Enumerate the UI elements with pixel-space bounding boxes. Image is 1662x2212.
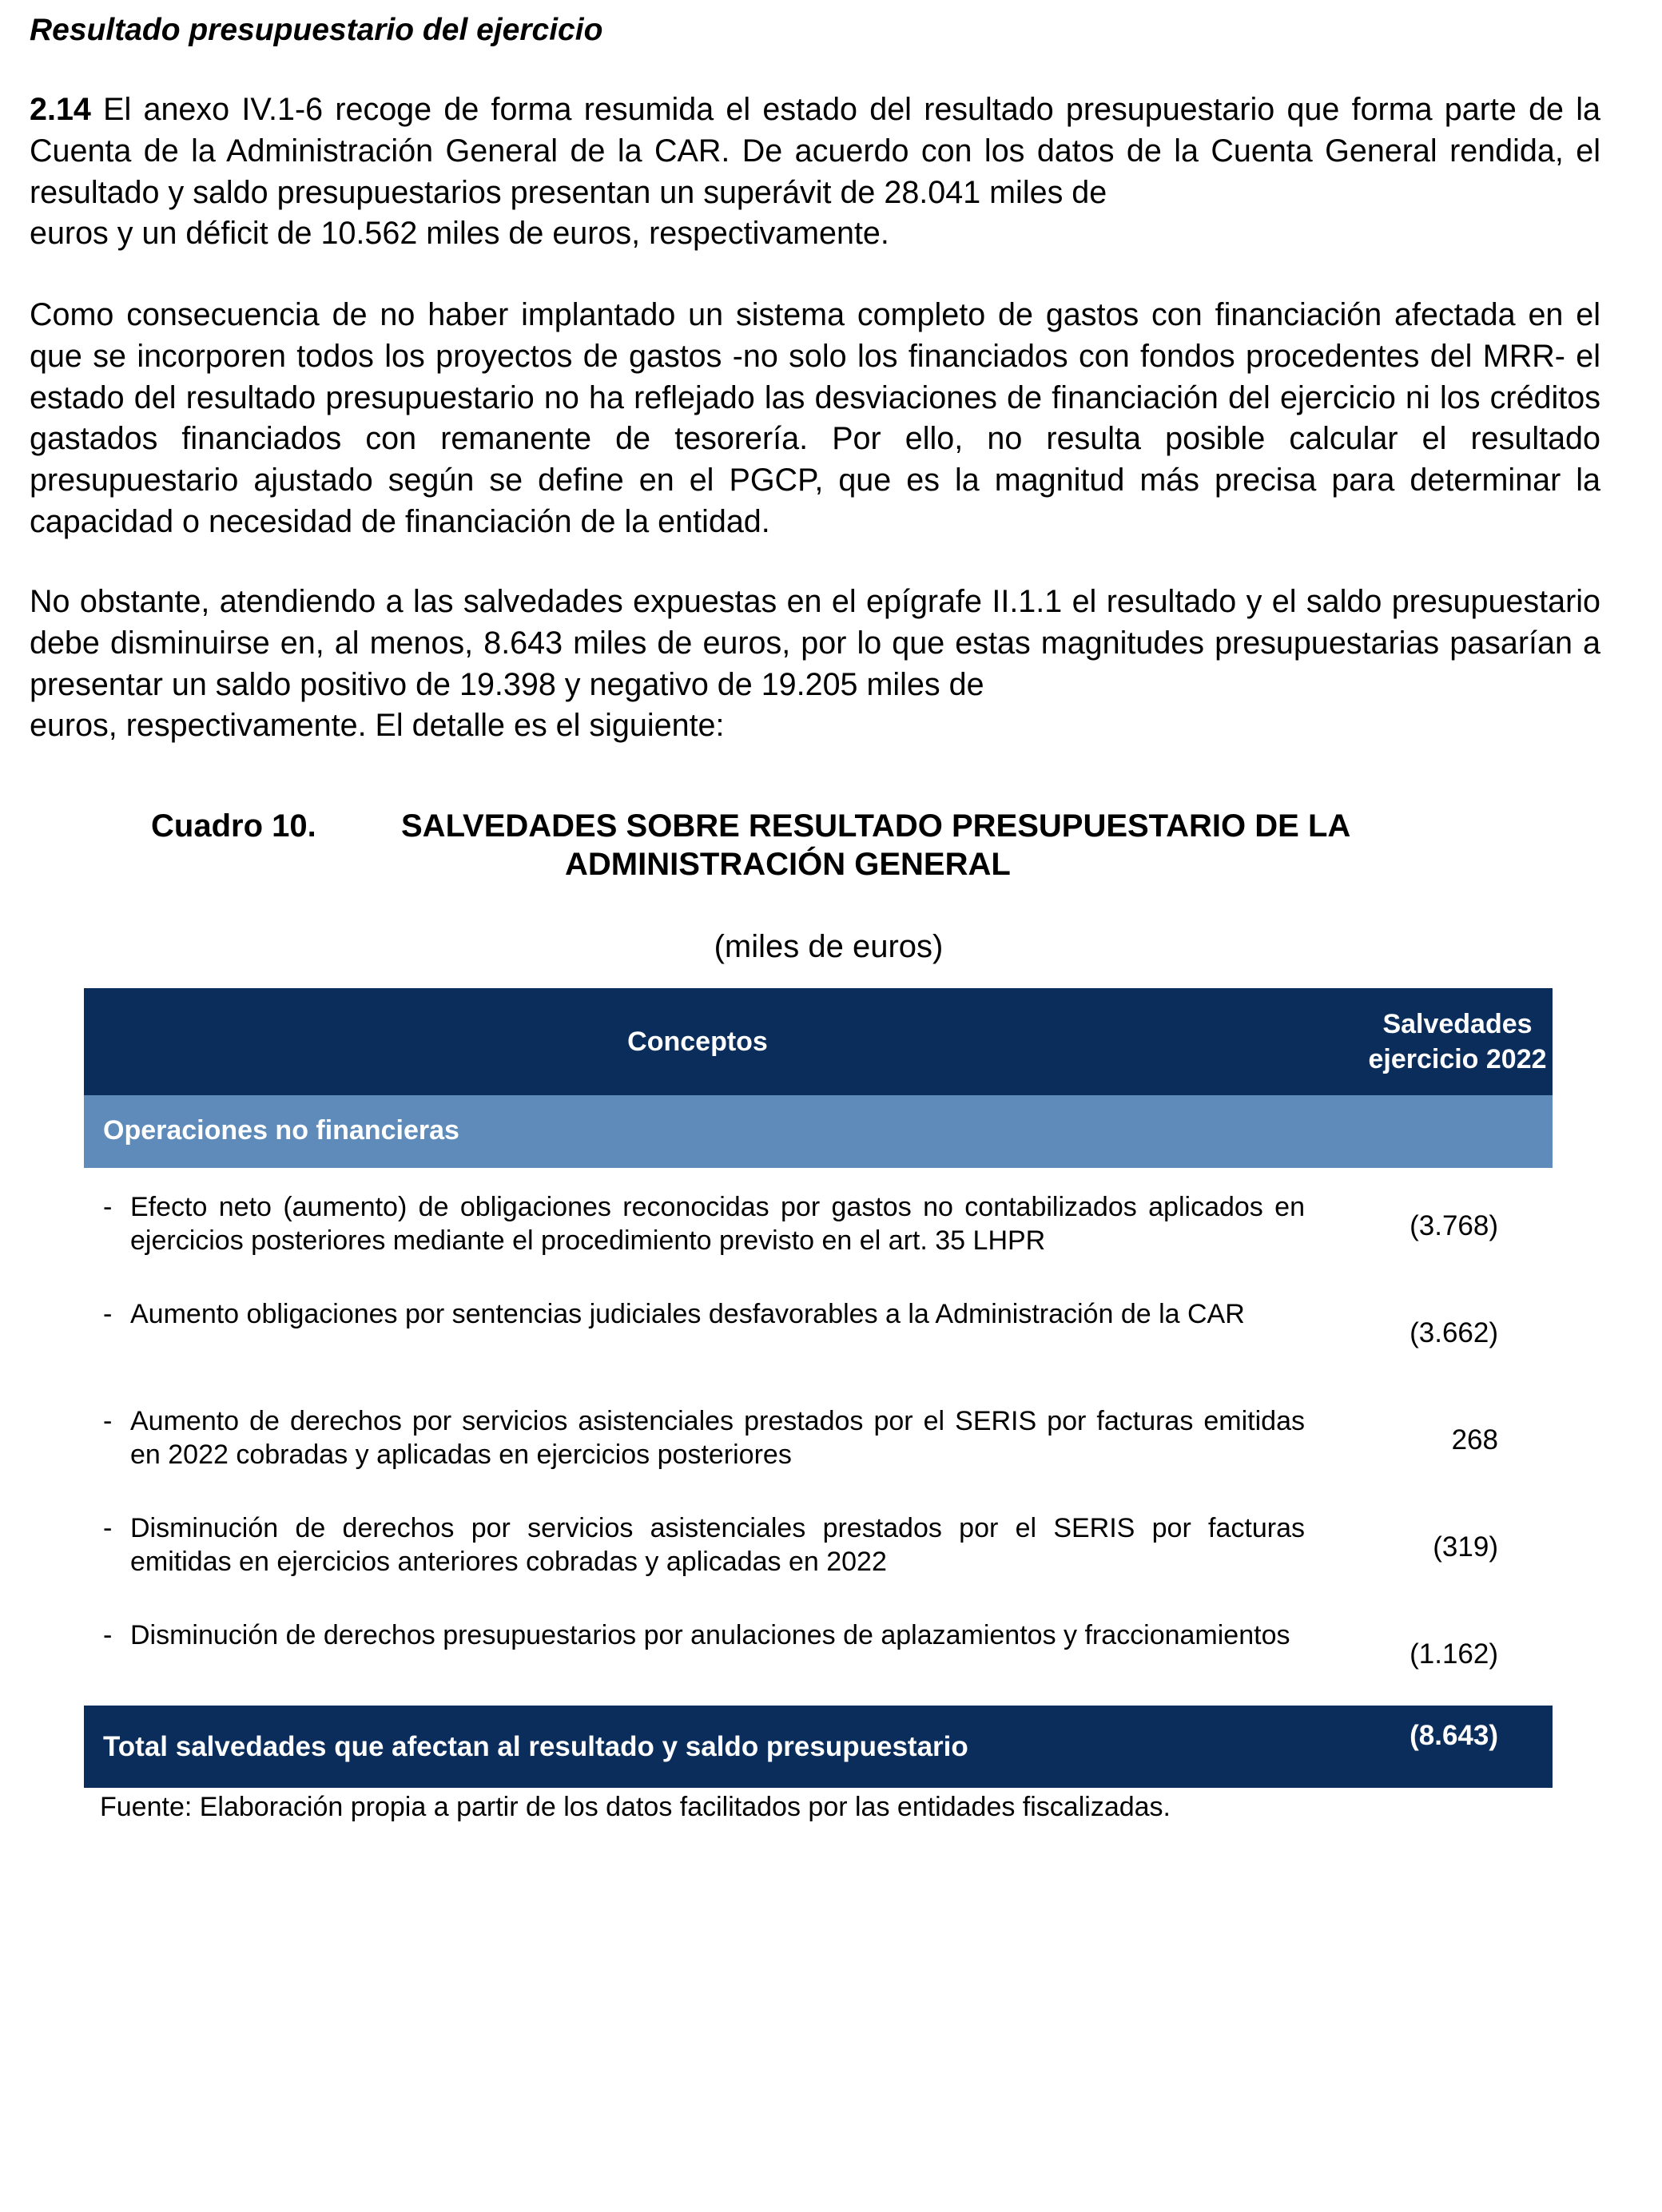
total-label: Total salvedades que afectan al resultado y saldo presupuestario xyxy=(103,1731,968,1762)
table-source: Fuente: Elaboración propia a partir de los datos facilitados por las entidades fiscalizadas. xyxy=(100,1792,1171,1822)
subheader-label: Operaciones no financieras xyxy=(103,1115,459,1146)
paragraph-text-end: euros, respectivamente. El detalle es el siguiente: xyxy=(30,708,725,744)
row-dash: - xyxy=(103,1513,113,1543)
table-row xyxy=(84,1297,1553,1369)
caption-title-line2: ADMINISTRACIÓN GENERAL xyxy=(565,847,1011,882)
paragraph-text: No obstante, atendiendo a las salvedades expuestas en el epígrafe II.1.1 el resultado y el saldo presupuestario debe disminuirse en, al menos, 8.643 miles de euros, por lo que estas magnitudes presupuestarias pasarían a presentar un saldo positivo de 19.398 y negativo de 19.205 miles de xyxy=(30,584,1600,702)
row-dash: - xyxy=(103,1620,113,1650)
row-concept: Efecto neto (aumento) de obligaciones reconocidas por gastos no contabilizados aplicados en ejercicios posteriores mediante el procedimiento previsto en el art. 35 LHPR xyxy=(130,1192,1305,1256)
table-row xyxy=(84,1618,1553,1690)
table-units: (miles de euros) xyxy=(714,929,944,964)
table-subheader xyxy=(84,1095,1553,1168)
caption-number: Cuadro 10. xyxy=(151,808,316,844)
row-dash: - xyxy=(103,1299,113,1329)
section-title: Resultado presupuestario del ejercicio xyxy=(30,13,603,47)
paragraph-number: 2.14 xyxy=(30,92,91,127)
row-dash: - xyxy=(103,1406,113,1436)
row-value: 268 xyxy=(1451,1424,1498,1455)
total-value: (8.643) xyxy=(1410,1720,1498,1751)
row-concept: Aumento obligaciones por sentencias judiciales desfavorables a la Administración de la CAR xyxy=(130,1299,1245,1329)
row-value: (3.662) xyxy=(1410,1317,1498,1348)
paragraph-consecuencia: Como consecuencia de no haber implantado un sistema completo de gastos con financiación afectada en el que se incorporen todos los proyectos de gastos -no solo los financiados con fondos procedentes del MRR- el estado del resultado presupuestario no ha reflejado las desviaciones de financiación del ejercicio ni los créditos gastados financiados con remanente de tesorería. Por ello, no resulta posible calcular el resultado presupuestario ajustado según se define en el PGCP, que es la magnitud más precisa para determinar la capacidad o necesidad de financiación de la entidad. xyxy=(30,297,1600,539)
table-row xyxy=(84,1511,1553,1583)
paragraph-text: El anexo IV.1-6 recoge de forma resumida el estado del resultado presupuestario que forma parte de la Cuenta de la Administración General de la CAR. De acuerdo con los datos de la Cuenta General rendida, el resultado y saldo presupuestarios presentan un superávit de 28.041 miles de xyxy=(30,92,1600,210)
paragraph-no-obstante xyxy=(30,582,1600,747)
header-salvedades: Salvedades ejercicio 2022 xyxy=(1368,1009,1547,1074)
paragraph-2-14 xyxy=(30,89,1600,255)
paragraph-text-end: euros y un déficit de 10.562 miles de euros, respectivamente. xyxy=(30,216,889,252)
row-value: (3.768) xyxy=(1410,1210,1498,1241)
table-row xyxy=(84,1190,1553,1262)
row-concept: Aumento de derechos por servicios asistenciales prestados por el SERIS por facturas emitidas en 2022 cobradas y aplicadas en ejercicios posteriores xyxy=(130,1406,1305,1470)
caption-title-line1: SALVEDADES SOBRE RESULTADO PRESUPUESTARIO DE LA xyxy=(401,808,1351,844)
header-conceptos: Conceptos xyxy=(627,1026,768,1057)
row-value: (319) xyxy=(1433,1531,1498,1563)
row-concept: Disminución de derechos presupuestarios por anulaciones de aplazamientos y fraccionamientos xyxy=(130,1620,1290,1650)
row-dash: - xyxy=(103,1192,113,1222)
table-header xyxy=(84,988,1553,1095)
table-row xyxy=(84,1404,1553,1476)
table-total-row xyxy=(84,1706,1553,1788)
salvedades-table xyxy=(84,988,1553,1822)
row-value: (1.162) xyxy=(1410,1638,1498,1670)
row-concept: Disminución de derechos por servicios asistenciales prestados por el SERIS por facturas emitidas en ejercicios anteriores cobradas y aplicadas en 2022 xyxy=(130,1513,1305,1577)
